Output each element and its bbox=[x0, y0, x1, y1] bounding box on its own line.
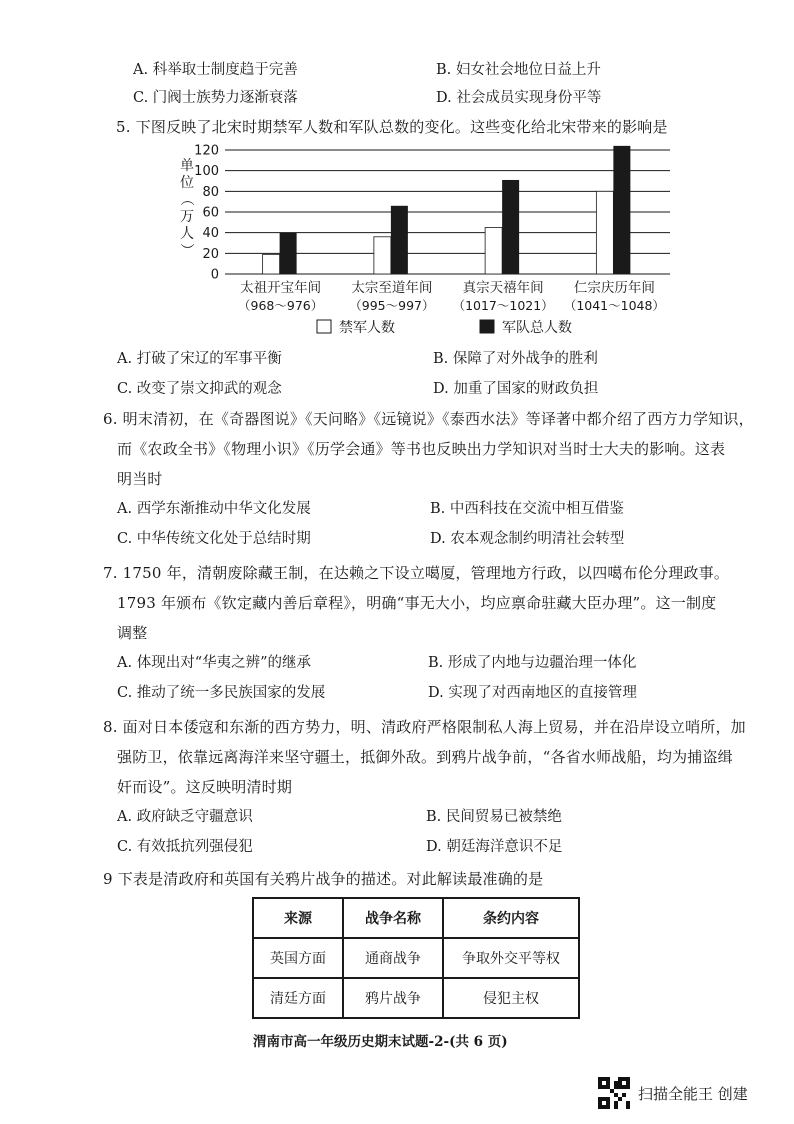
x-tick-label: 太宗至道年间 bbox=[351, 280, 433, 296]
q7-line-3: 调整 bbox=[117, 624, 148, 642]
y-tick-label: 0 bbox=[210, 267, 219, 283]
legend-label: 军队总人数 bbox=[502, 320, 572, 336]
bar-jinjun bbox=[374, 237, 391, 274]
q6-option-b: B. 中西科技在交流中相互借鉴 bbox=[430, 501, 624, 517]
q6-option-a: A. 西学东渐推动中华文化发展 bbox=[117, 501, 311, 517]
bar-total bbox=[391, 206, 408, 274]
legend-swatch bbox=[317, 320, 331, 333]
x-tick-label: 真宗天禧年间 bbox=[462, 280, 544, 296]
x-tick-years: （1041～1048） bbox=[563, 298, 665, 313]
watermark-text: 扫描全能王 创建 bbox=[638, 1085, 748, 1103]
table-header-row bbox=[253, 898, 579, 938]
legend-swatch bbox=[480, 320, 494, 333]
table-header: 条约内容 bbox=[443, 898, 579, 938]
q9-stem: 9 下表是清政府和英国有关鸦片战争的描述。对此解读最准确的是 bbox=[103, 870, 544, 888]
q5-option-a: A. 打破了宋辽的军事平衡 bbox=[117, 351, 282, 367]
table-row bbox=[253, 938, 579, 978]
q7-line-2: 1793 年颁布《钦定藏内善后章程》，明确“事无大小，均应禀命驻藏大臣办理”。这一制度 bbox=[117, 594, 717, 612]
x-tick-years: （1017～1021） bbox=[452, 298, 554, 313]
x-tick-years: （968～976） bbox=[238, 298, 324, 313]
q4-option-a: A. 科举取士制度趋于完善 bbox=[133, 62, 298, 78]
chart-bars bbox=[263, 146, 631, 274]
table-header: 来源 bbox=[253, 898, 343, 938]
table-cell: 侵犯主权 bbox=[443, 978, 579, 1018]
table-cell: 争取外交平等权 bbox=[443, 938, 579, 978]
page-footer: 渭南市高一年级历史期末试题-2-(共 6 页) bbox=[253, 1034, 508, 1050]
legend-label: 禁军人数 bbox=[339, 320, 395, 336]
q8-option-d: D. 朝廷海洋意识不足 bbox=[426, 839, 563, 855]
q5-option-d: D. 加重了国家的财政负担 bbox=[433, 381, 599, 397]
q6-line-2: 而《农政全书》《物理小识》《历学会通》等书也反映出力学知识对当时士大夫的影响。这表 bbox=[117, 440, 726, 458]
chart-legend bbox=[317, 319, 572, 336]
qr-code-icon bbox=[598, 1077, 630, 1109]
x-axis-labels bbox=[238, 279, 665, 313]
x-tick-years: （995～997） bbox=[349, 298, 435, 313]
y-label-char: 位 bbox=[180, 175, 194, 191]
table-header: 战争名称 bbox=[343, 898, 443, 938]
q7-line-1: 7. 1750 年，清朝废除藏王制，在达赖之下设立噶厦，管理地方行政，以四噶布伦分理政事。 bbox=[103, 564, 730, 582]
q4-option-d: D. 社会成员实现身份平等 bbox=[436, 90, 602, 106]
table-cell: 英国方面 bbox=[253, 938, 343, 978]
y-tick-label: 40 bbox=[202, 226, 219, 242]
q9-table bbox=[252, 897, 580, 1019]
q8-option-a: A. 政府缺乏守疆意识 bbox=[117, 809, 253, 825]
table-cell: 通商战争 bbox=[343, 938, 443, 978]
bar-total bbox=[502, 180, 519, 274]
military-bar-chart bbox=[178, 140, 675, 340]
y-tick-label: 20 bbox=[202, 246, 219, 262]
q7-option-a: A. 体现出对“华夷之辨”的继承 bbox=[117, 655, 312, 671]
y-label-char: 单 bbox=[180, 158, 194, 174]
q8-option-b: B. 民间贸易已被禁绝 bbox=[426, 809, 562, 825]
x-tick-label: 太祖开宝年间 bbox=[240, 280, 322, 296]
q8-option-c: C. 有效抵抗列强侵犯 bbox=[117, 839, 253, 855]
bar-jinjun bbox=[263, 254, 280, 274]
q7-option-c: C. 推动了统一多民族国家的发展 bbox=[117, 685, 326, 701]
bar-total bbox=[613, 146, 630, 274]
table-row bbox=[253, 978, 579, 1018]
q4-option-b: B. 妇女社会地位日益上升 bbox=[436, 62, 601, 78]
q6-line-1: 6. 明末清初，在《奇器图说》《天问略》《远镜说》《泰西水法》等译著中都介绍了西方力学知识， bbox=[103, 410, 754, 428]
q5-stem: 5. 下图反映了北宋时期禁军人数和军队总数的变化。这些变化给北宋带来的影响是 bbox=[116, 118, 668, 136]
table-cell: 鸦片战争 bbox=[343, 978, 443, 1018]
bar-total bbox=[280, 233, 297, 274]
q8-line-2: 强防卫，依靠远离海洋来坚守疆土，抵御外敌。到鸦片战争前，“各省水师战船，均为捕盗缉 bbox=[117, 748, 733, 766]
y-label-char: （ bbox=[178, 192, 194, 206]
q6-option-d: D. 农本观念制约明清社会转型 bbox=[430, 531, 625, 547]
bar-jinjun bbox=[485, 228, 502, 275]
q6-line-3: 明当时 bbox=[117, 470, 163, 488]
bar-jinjun bbox=[596, 191, 613, 274]
y-axis-ticks bbox=[194, 144, 219, 283]
q7-option-d: D. 实现了对西南地区的直接管理 bbox=[428, 685, 637, 701]
q6-option-c: C. 中华传统文化处于总结时期 bbox=[117, 531, 311, 547]
y-tick-label: 100 bbox=[194, 164, 219, 180]
q5-option-c: C. 改变了崇文抑武的观念 bbox=[117, 381, 282, 397]
y-label-char: 万 bbox=[180, 209, 194, 225]
q7-option-b: B. 形成了内地与边疆治理一体化 bbox=[428, 655, 637, 671]
q5-option-b: B. 保障了对外战争的胜利 bbox=[433, 351, 598, 367]
x-tick-label: 仁宗庆历年间 bbox=[573, 280, 655, 296]
q4-option-c: C. 门阀士族势力逐渐衰落 bbox=[133, 90, 298, 106]
y-tick-label: 120 bbox=[194, 143, 219, 159]
q8-line-3: 奸而设”。这反映明清时期 bbox=[117, 778, 293, 796]
y-tick-label: 80 bbox=[202, 184, 219, 200]
y-axis-label bbox=[178, 158, 194, 257]
y-label-char: 人 bbox=[180, 226, 194, 242]
table-cell: 清廷方面 bbox=[253, 978, 343, 1018]
y-label-char: ） bbox=[178, 243, 194, 257]
q8-line-1: 8. 面对日本倭寇和东渐的西方势力，明、清政府严格限制私人海上贸易，并在沿岸设立哨所，加 bbox=[103, 718, 746, 736]
y-tick-label: 60 bbox=[202, 205, 219, 221]
